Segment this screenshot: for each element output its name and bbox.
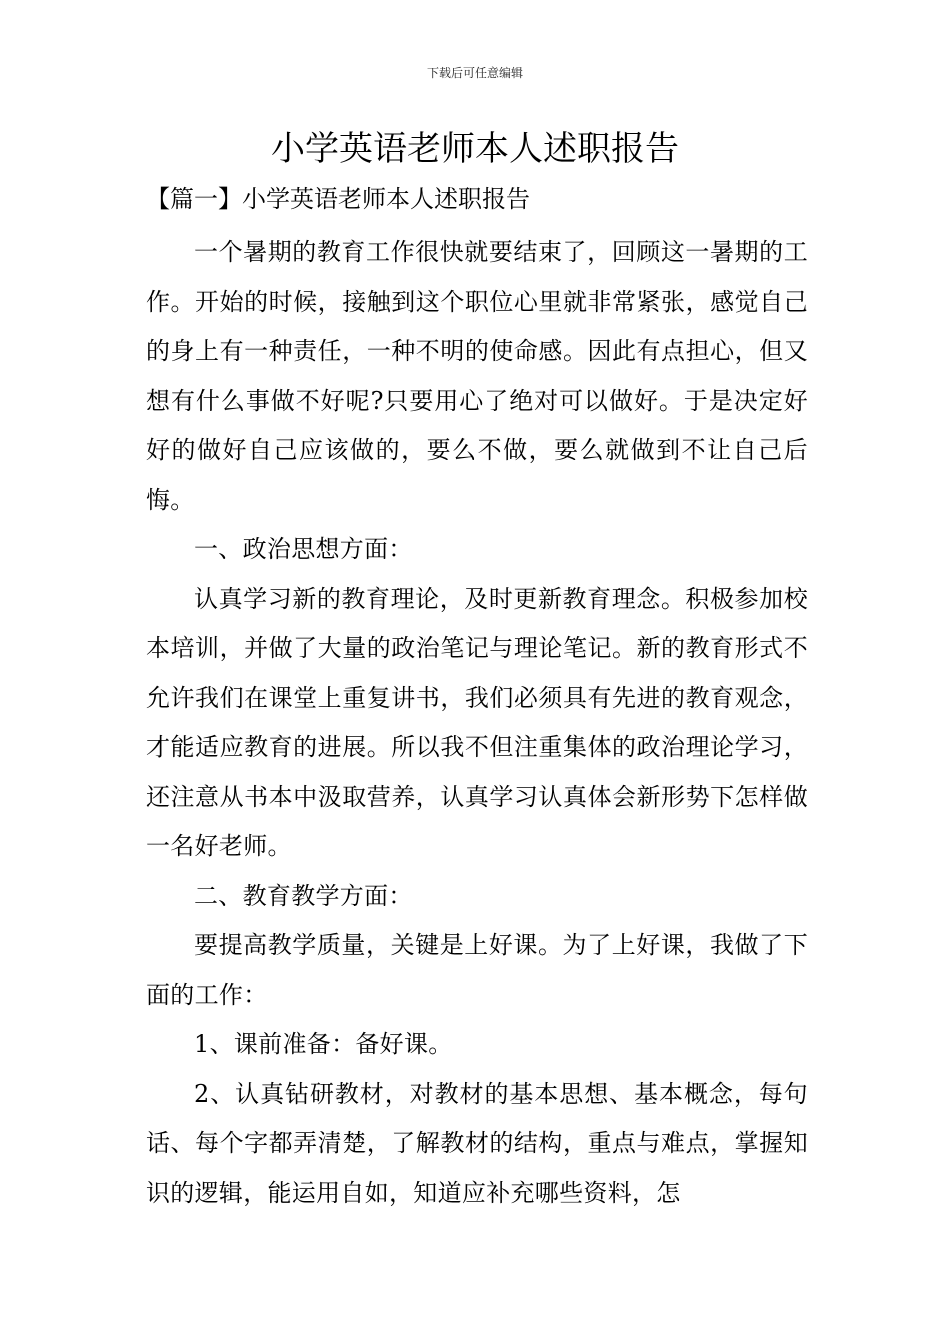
section-heading: 【篇一】小学英语老师本人述职报告 (146, 185, 530, 213)
paragraph-teaching: 要提高教学质量，关键是上好课。为了上好课，我做了下面的工作： (146, 931, 808, 1009)
document-title: 小学英语老师本人述职报告 (271, 129, 679, 169)
paragraph-politics: 认真学习新的教育理论，及时更新教育理念。积极参加校本培训，并做了大量的政治笔记与理论笔记。新的教育形式不允许我们在课堂上重复讲书，我们必须具有先进的教育观念，才能适应教育的进展。所以我不但注重集体的政治理论学习，还注意从书本中汲取营养，认真学习认真体会新形势下怎样做一名好老师。 (146, 584, 808, 860)
header-note: 下载后可任意编辑 (426, 66, 523, 80)
paragraph-intro: 一个暑期的教育工作很快就要结束了，回顾这一暑期的工作。开始的时候，接触到这个职位心里就非常紧张，感觉自己的身上有一种责任，一种不明的使命感。因此有点担心，但又想有什么事做不好呢?只要用心了绝对可以做好。于是决定好好的做好自己应该做的，要么不做，要么就做到不让自己后悔。 (146, 238, 808, 514)
paragraph-heading-politics: 一、政治思想方面： (194, 535, 413, 563)
paragraph-heading-teaching: 二、教育教学方面： (194, 881, 413, 910)
paragraph-item-1: 1、课前准备：备好课。 (194, 1030, 453, 1058)
paragraph-item-2: 2、认真钻研教材，对教材的基本思想、基本概念，每句话、每个字都弄清楚，了解教材的结构，重点与难点，掌握知识的逻辑，能运用自如，知道应补充哪些资料，怎 (146, 1079, 808, 1207)
document-body (146, 228, 808, 1218)
